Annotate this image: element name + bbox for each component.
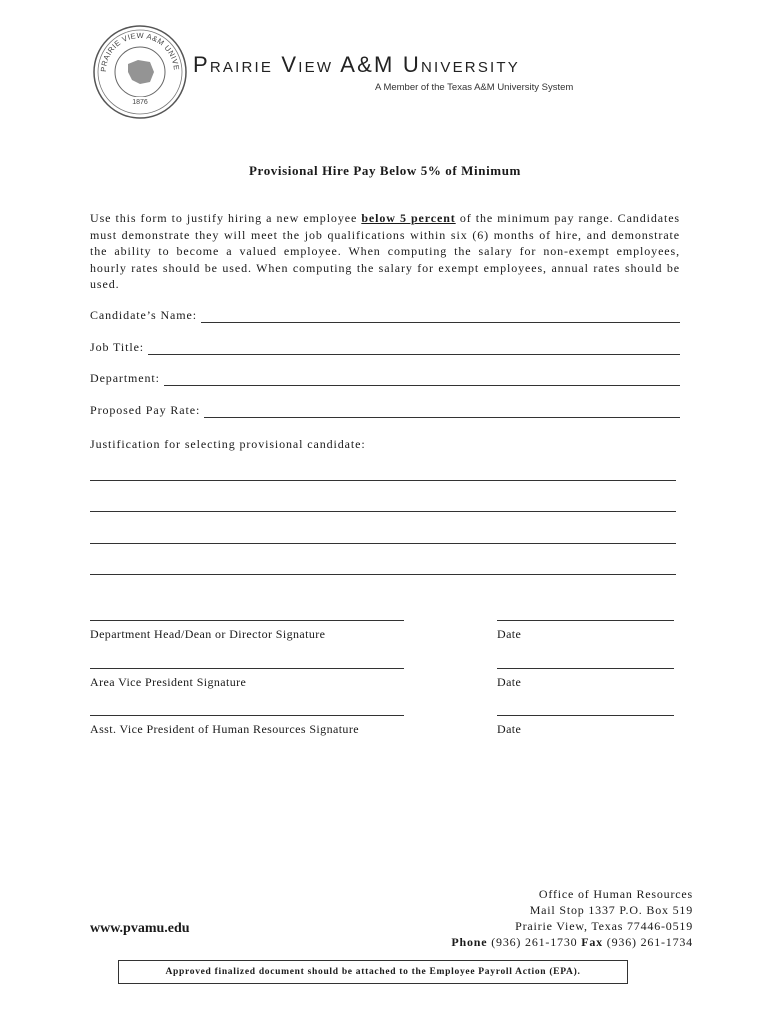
phone-label: Phone: [451, 935, 488, 949]
proposed-pay-rate-label: Proposed Pay Rate:: [90, 403, 201, 417]
intro-text-end: of the minimum pay range. Candidates must demonstrate they will meet the job qualifications within six (6) months of hire, and demonstrate the ability to become a valued employee. When computing the salary for non-exempt employees, hourly rates should be used. When computing the salary for exempt employees, annual rates should be used.: [90, 211, 680, 291]
date-label: Date: [497, 675, 522, 689]
form-title: Provisional Hire Pay Below 5% of Minimum: [249, 163, 521, 178]
justification-line[interactable]: [90, 574, 676, 575]
signature-line[interactable]: [90, 715, 404, 716]
fax-number: (936) 261-1734: [606, 935, 693, 949]
signature-line[interactable]: [90, 620, 404, 621]
intro-text-start: Use this form to justify hiring a new employee: [90, 211, 362, 225]
department-label: Department:: [90, 371, 160, 385]
date-line[interactable]: [497, 620, 674, 621]
epa-notice-text: Approved finalized document should be attached to the Employee Payroll Action (EPA).: [165, 967, 581, 977]
candidate-name-label: Candidate’s Name:: [90, 308, 197, 322]
university-name-text: Prairie View A&M University: [193, 52, 520, 77]
seal-year: 1876: [132, 99, 148, 106]
intro-emphasis: below 5 percent: [361, 211, 456, 225]
proposed-pay-rate-field[interactable]: [90, 403, 680, 418]
justification-label: Justification for selecting provisional candidate:: [90, 437, 366, 451]
university-name: [193, 52, 520, 78]
signature-label-dept-head: Department Head/Dean or Director Signature: [90, 627, 326, 641]
job-title-label: Job Title:: [90, 340, 145, 354]
candidate-name-input[interactable]: [201, 310, 680, 323]
office-address: [451, 886, 693, 950]
signature-label-hr: Asst. Vice President of Human Resources Signature: [90, 722, 359, 736]
office-mail: Mail Stop 1337 P.O. Box 519: [529, 903, 693, 917]
seal-ring-text: PRAIRIE VIEW A&M UNIVE: [98, 30, 182, 73]
fax-label: Fax: [581, 935, 603, 949]
date-line[interactable]: [497, 668, 674, 669]
intro-paragraph: [90, 210, 680, 293]
department-field[interactable]: [90, 371, 680, 386]
justification-line[interactable]: [90, 480, 676, 481]
office-city: Prairie View, Texas 77446-0519: [515, 919, 693, 933]
office-name: Office of Human Resources: [538, 887, 693, 901]
justification-line[interactable]: [90, 511, 676, 512]
signature-label-avp: Area Vice President Signature: [90, 675, 247, 689]
job-title-input[interactable]: [148, 342, 680, 355]
member-line: A Member of the Texas A&M University System: [375, 82, 574, 93]
date-label: Date: [497, 627, 522, 641]
epa-notice: [118, 960, 628, 984]
university-seal-icon: [92, 24, 188, 120]
candidate-name-field[interactable]: [90, 308, 680, 323]
justification-line[interactable]: [90, 543, 676, 544]
website-link[interactable]: www.pvamu.edu: [90, 921, 190, 936]
signature-line[interactable]: [90, 668, 404, 669]
date-line[interactable]: [497, 715, 674, 716]
office-contact: [451, 934, 693, 950]
phone-number: (936) 261-1730: [491, 935, 578, 949]
job-title-field[interactable]: [90, 340, 680, 355]
date-label: Date: [497, 722, 522, 736]
proposed-pay-rate-input[interactable]: [204, 405, 680, 418]
department-input[interactable]: [164, 373, 680, 386]
